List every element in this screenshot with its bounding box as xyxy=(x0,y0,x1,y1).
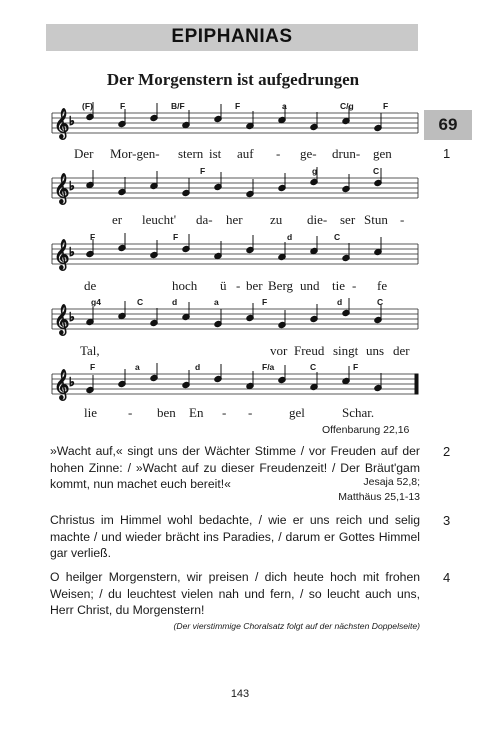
verse-3-text: Christus im Himmel wohl bedachte, / wie er uns reich und selig machte / und wieder brächt ins Paradies, / darum er Gottes Himmel gar verließ. xyxy=(50,513,420,560)
verse-2-reference xyxy=(338,475,420,505)
verse-2-text xyxy=(50,443,420,505)
flat-icon: ♭ xyxy=(69,179,75,193)
chord: d xyxy=(172,297,178,307)
section-title: EPIPHANIAS xyxy=(171,26,293,47)
verse-number-2: 2 xyxy=(443,444,451,459)
lyric-syllable: auf xyxy=(237,146,254,161)
lyric-syllable: stern xyxy=(178,146,204,161)
lyric-syllable: Mor-gen- xyxy=(110,146,160,161)
chord: a xyxy=(282,101,287,111)
lyric-syllable: Tal, xyxy=(80,343,100,358)
final-barline xyxy=(415,374,418,394)
lyric-syllable: tie xyxy=(332,278,345,293)
lyric-syllable: leucht' xyxy=(142,212,177,227)
reference-line: Matthäus 25,1-13 xyxy=(338,491,420,503)
chord: d xyxy=(195,362,201,372)
lyric-syllable: ben xyxy=(157,405,176,420)
lyric-syllable: zu xyxy=(270,212,283,227)
lyric-syllable: Freud xyxy=(294,343,325,358)
lyric-syllable: Der xyxy=(74,146,94,161)
chord: F xyxy=(200,166,206,176)
lyric-syllable: ist xyxy=(209,146,222,161)
source-reference: Offenbarung 22,16 xyxy=(322,424,410,436)
lyric-syllable: fe xyxy=(377,278,388,293)
chord: F/a xyxy=(262,362,275,372)
lyric-syllable: En xyxy=(189,405,204,420)
flat-icon: ♭ xyxy=(69,310,75,324)
lyric-syllable: er xyxy=(112,212,123,227)
chord: a xyxy=(214,297,219,307)
lyric-syllable: vor xyxy=(270,343,288,358)
chord: F xyxy=(90,362,96,372)
lyric-syllable: - xyxy=(352,278,357,293)
treble-clef-icon: 𝄞 xyxy=(54,305,70,335)
treble-clef-icon: 𝄞 xyxy=(54,109,70,139)
chord: C xyxy=(373,166,380,176)
lyric-syllable: Berg xyxy=(268,278,294,293)
chord: g xyxy=(312,166,318,176)
lyric-syllable: ü xyxy=(220,278,227,293)
lyric-syllable: - xyxy=(276,146,281,161)
lyric-syllable: uns xyxy=(366,343,385,358)
chord: B/F xyxy=(171,101,185,111)
chord: C xyxy=(377,297,384,307)
chord: F xyxy=(262,297,268,307)
chord: C/g xyxy=(340,101,354,111)
lyric-syllable: de xyxy=(84,278,97,293)
chord: a xyxy=(135,362,140,372)
lyric-syllable: und xyxy=(300,278,320,293)
treble-clef-icon: 𝄞 xyxy=(54,240,70,270)
flat-icon: ♭ xyxy=(69,245,75,259)
lyric-syllable: hoch xyxy=(172,278,198,293)
lyric-syllable: ber xyxy=(246,278,263,293)
lyric-syllable: der xyxy=(393,343,410,358)
lyric-syllable: lie xyxy=(84,405,97,420)
flat-icon: ♭ xyxy=(69,375,75,389)
treble-clef-icon: 𝄞 xyxy=(54,370,70,400)
lyric-syllable: gen xyxy=(373,146,392,161)
chord: F xyxy=(383,101,389,111)
verse-number-3: 3 xyxy=(443,513,451,528)
chord: F xyxy=(235,101,241,111)
verse-4-text: O heilger Morgenstern, wir preisen / dich heute hoch mit frohen Weisen; / du leuchtest vielen nah und fern, / so leucht auch uns, Herr Christ, du Morgenstern! xyxy=(50,570,420,617)
chord: C xyxy=(137,297,144,307)
treble-clef-icon: 𝄞 xyxy=(54,174,70,204)
lyric-syllable: ser xyxy=(340,212,356,227)
lyric-syllable: singt xyxy=(333,343,359,358)
verse-number-4: 4 xyxy=(443,570,451,585)
lyric-syllable: da- xyxy=(196,212,213,227)
song-title: Der Morgenstern ist aufgedrungen xyxy=(106,70,360,89)
chord: F xyxy=(353,362,359,372)
reference-line: Jesaja 52,8; xyxy=(363,476,420,488)
lyric-syllable: - xyxy=(236,278,241,293)
lyric-syllable: Stun xyxy=(364,212,388,227)
chord: d xyxy=(287,232,293,242)
verse-number-1: 1 xyxy=(443,146,451,161)
chord: F xyxy=(173,232,179,242)
lyric-syllable: Schar. xyxy=(342,405,375,420)
lyric-syllable: ge- xyxy=(300,146,317,161)
footnote: (Der vierstimmige Choralsatz folgt auf der nächsten Doppelseite) xyxy=(173,621,420,631)
lyric-syllable: die- xyxy=(307,212,328,227)
chord: d xyxy=(337,297,343,307)
verse-text: »Wacht auf,« singt uns der Wächter Stimme / vor Freuden auf der hohen Zinne: / »Wacht auf zu dieser Freudenzeit! / Der Bräut'gam kommt, nun machet euch bereit!« xyxy=(50,444,420,491)
chord: (F) xyxy=(82,101,93,111)
chord: g4 xyxy=(91,297,101,307)
page-number: 143 xyxy=(230,688,250,700)
song-number: 69 xyxy=(438,115,458,134)
lyric-syllable: - xyxy=(128,405,133,420)
lyric-syllable: her xyxy=(226,212,243,227)
flat-icon: ♭ xyxy=(69,114,75,128)
lyric-syllable: - xyxy=(400,212,405,227)
chord: C xyxy=(310,362,317,372)
chord: F xyxy=(90,232,96,242)
lyric-syllable: drun- xyxy=(332,146,361,161)
lyric-syllable: gel xyxy=(289,405,305,420)
lyric-syllable: - xyxy=(248,405,253,420)
lyric-syllable: - xyxy=(222,405,227,420)
chord: F xyxy=(120,101,126,111)
chord: C xyxy=(334,232,341,242)
